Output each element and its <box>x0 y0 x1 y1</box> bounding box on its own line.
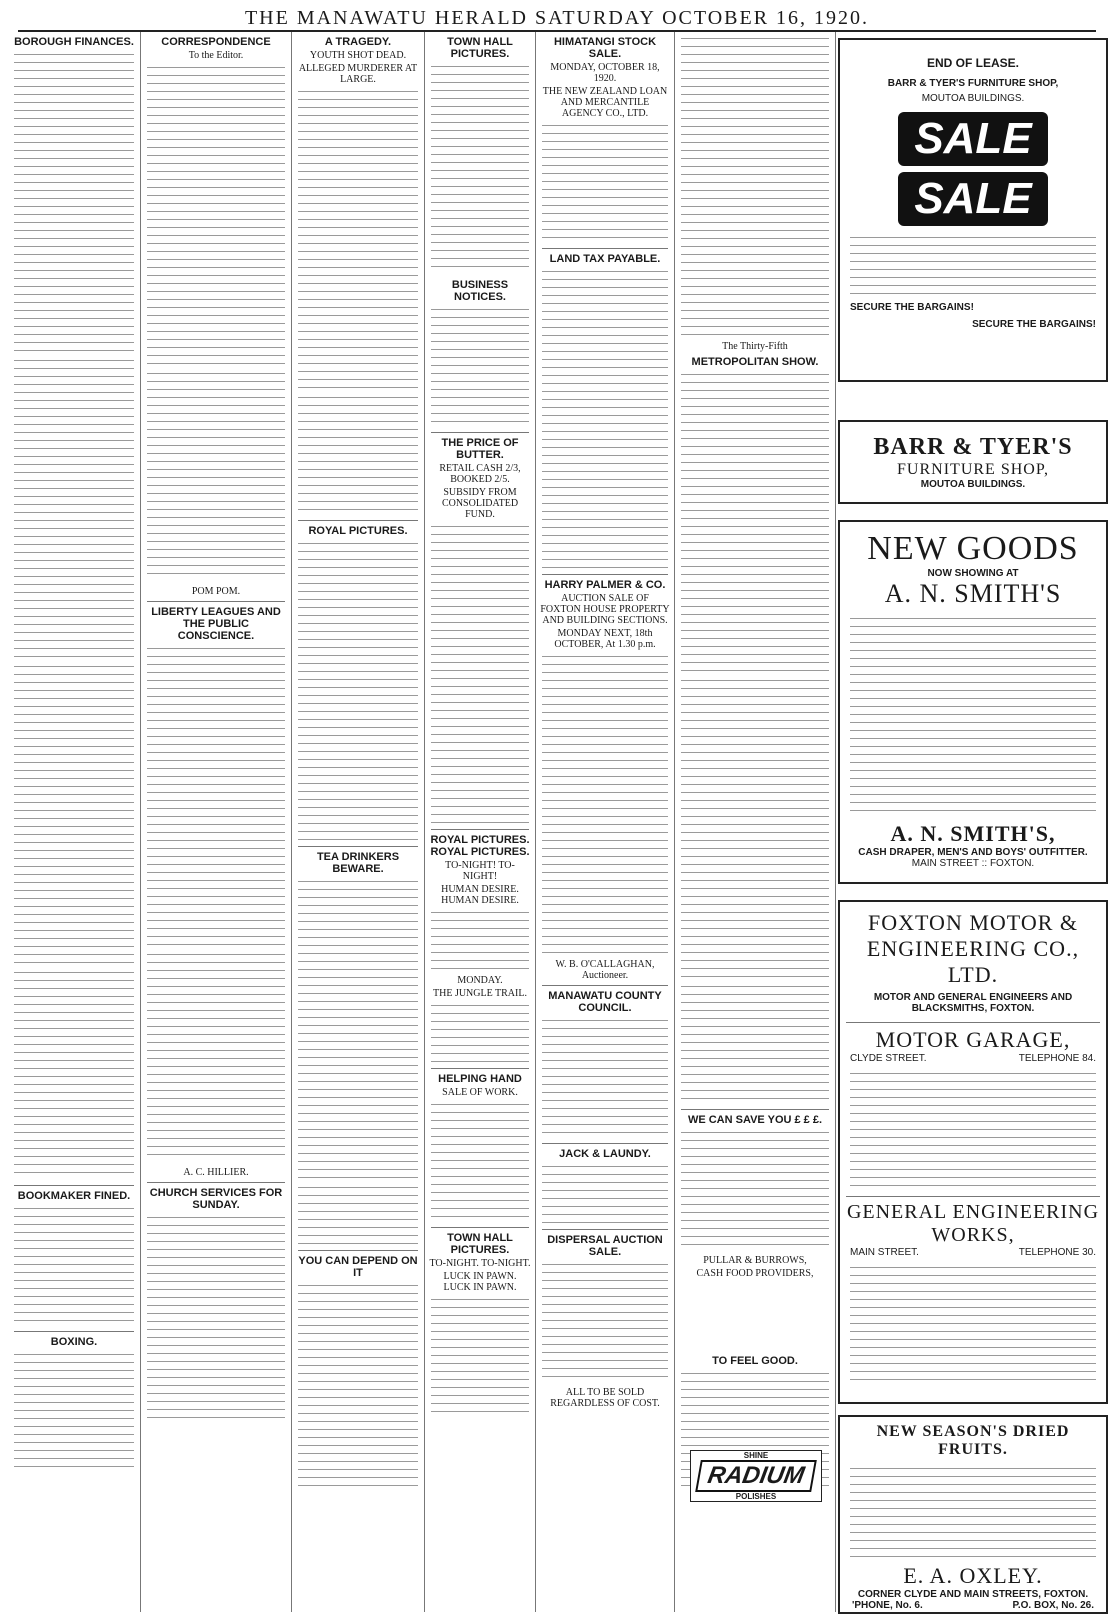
article-body <box>542 122 668 242</box>
article-body <box>147 1214 285 1424</box>
garage-phone: TELEPHONE 84. <box>1018 1053 1096 1064</box>
subheading: MONDAY. <box>457 975 503 986</box>
column-2 <box>141 32 292 1612</box>
radium-shine: SHINE <box>743 1451 769 1460</box>
column-5 <box>536 32 675 1612</box>
works-title: GENERAL ENGINEERING WORKS, <box>846 1201 1100 1246</box>
column-6 <box>675 32 836 1612</box>
article-body <box>542 268 668 568</box>
classified-ads <box>681 983 829 1103</box>
oxley-box: P.O. BOX, No. 26. <box>1012 1600 1094 1611</box>
divider <box>542 248 668 249</box>
article-body <box>431 1101 529 1221</box>
heading-dispersal-sale: DISPERSAL AUCTION SALE. <box>547 1234 663 1258</box>
article-body <box>431 523 529 823</box>
divider <box>846 1196 1100 1197</box>
subheading: RETAIL CASH 2/3, BOOKED 2/5. <box>439 463 521 485</box>
bargains-line-2: SECURE THE BARGAINS! <box>972 319 1096 330</box>
subheading: SUBSIDY FROM CONSOLIDATED FUND. <box>441 487 519 520</box>
motor-sub: MOTOR AND GENERAL ENGINEERS AND BLACKSMITHS, FOXTON. <box>873 992 1073 1014</box>
divider <box>298 846 418 847</box>
subheading: To the Editor. <box>188 50 244 61</box>
heading-to-feel-good: TO FEEL GOOD. <box>712 1355 798 1367</box>
signature: POM POM. <box>191 586 241 597</box>
divider <box>681 1109 829 1110</box>
article-body <box>14 1351 134 1471</box>
barr-sub: FURNITURE SHOP, <box>897 461 1049 478</box>
radium-polishes-ad <box>690 1450 822 1502</box>
barr-name: BARR & TYER'S <box>873 434 1073 460</box>
smith-sub: CASH DRAPER, MEN'S AND BOYS' OUTFITTER. <box>858 847 1088 858</box>
subheading: AUCTION SALE OF FOXTON HOUSE PROPERTY AND BUILDING SECTIONS. <box>540 593 670 626</box>
divider <box>14 1185 134 1186</box>
heading-land-tax: LAND TAX PAYABLE. <box>549 253 661 265</box>
heading-business-notices: BUSINESS NOTICES. <box>451 279 509 303</box>
divider <box>431 829 529 830</box>
masthead <box>18 6 1096 32</box>
fruits-list <box>850 1465 1096 1557</box>
article-body <box>431 1296 529 1416</box>
divider <box>542 985 668 986</box>
lease-place: MOUTOA BUILDINGS. <box>921 93 1025 104</box>
firm-description: CASH FOOD PROVIDERS, <box>696 1268 814 1279</box>
radium-polishes: POLISHES <box>735 1492 777 1501</box>
oxley-name: E. A. OXLEY. <box>903 1563 1043 1588</box>
divider <box>542 1229 668 1230</box>
article-body <box>147 951 285 1161</box>
heading-harry-palmer: HARRY PALMER & CO. <box>544 579 666 591</box>
article-body <box>298 878 418 1178</box>
article-body <box>14 969 134 1179</box>
radium-logo: RADIUM <box>695 1460 817 1492</box>
heading-price-of-butter: THE PRICE OF BUTTER. <box>441 437 519 461</box>
subheading: THE JUNGLE TRAIL. <box>433 988 527 999</box>
divider <box>431 432 529 433</box>
article-body <box>542 1261 668 1381</box>
divider <box>298 520 418 521</box>
article-body <box>14 663 134 963</box>
firm-name: PULLAR & BURROWS, <box>703 1255 807 1266</box>
smith-name: A. N. SMITH'S, <box>890 821 1056 846</box>
subheading: ALLEGED MURDERER AT LARGE. <box>298 63 418 85</box>
lease-firm: BARR & TYER'S FURNITURE SHOP, <box>887 78 1059 89</box>
sale-logo-2: SALE <box>898 172 1047 226</box>
garage-street: CLYDE STREET. <box>850 1053 927 1064</box>
article-body <box>542 653 668 953</box>
subheading: LUCK IN PAWN. LUCK IN PAWN. <box>443 1271 517 1293</box>
heading-town-hall-pictures: TOWN HALL PICTURES. <box>447 36 513 60</box>
subheading: TO-NIGHT. TO-NIGHT. <box>429 1258 531 1269</box>
subheading: HUMAN DESIRE. HUMAN DESIRE. <box>441 884 519 906</box>
heading-royal-pictures-ad: ROYAL PICTURES. ROYAL PICTURES. <box>430 834 530 858</box>
article-body <box>431 306 529 426</box>
divider <box>846 1022 1100 1023</box>
article-body <box>14 1205 134 1325</box>
goods-list <box>850 615 1096 815</box>
dried-fruits-ad <box>838 1415 1108 1614</box>
barr-place: MOUTOA BUILDINGS. <box>920 479 1026 490</box>
divider <box>147 1182 285 1183</box>
heading-himatangi-stock-sale: HIMATANGI STOCK SALE. <box>553 36 657 60</box>
lease-body <box>850 234 1096 294</box>
heading-boxing: BOXING. <box>50 1336 98 1348</box>
new-goods-ad <box>838 520 1108 884</box>
column-1 <box>8 32 141 1612</box>
masthead-title: THE MANAWATU HERALD SATURDAY OCTOBER 16, 1920. <box>244 7 870 29</box>
end-of-lease-ad <box>838 38 1108 382</box>
divider <box>431 1068 529 1069</box>
article-body <box>14 51 134 351</box>
heading-county-council: MANAWATU COUNTY COUNCIL. <box>548 990 662 1014</box>
heading-correspondence: CORRESPONDENCE <box>161 36 271 48</box>
signature: A. C. HILLIER. <box>183 1167 249 1178</box>
lease-title: END OF LEASE. <box>926 56 1019 70</box>
heading-royal-pictures: ROYAL PICTURES. <box>308 525 408 537</box>
subheading: YOUTH SHOT DEAD. <box>309 50 407 61</box>
works-street: MAIN STREET. <box>850 1247 919 1258</box>
article-body <box>542 1163 668 1223</box>
works-body <box>850 1264 1096 1384</box>
classified-ads <box>681 677 829 977</box>
article-body <box>431 909 529 969</box>
divider <box>298 1250 418 1251</box>
subheading: MONDAY NEXT, 18th OCTOBER, At 1.30 p.m. <box>554 628 656 650</box>
goods-sub: NOW SHOWING AT <box>927 568 1019 579</box>
garage-body <box>850 1070 1096 1190</box>
article-body <box>298 88 418 388</box>
article-body <box>147 645 285 945</box>
heading-bookmaker-fined: BOOKMAKER FINED. <box>17 1190 131 1202</box>
heading-town-hall-pictures-2: TOWN HALL PICTURES. <box>447 1232 513 1256</box>
divider <box>14 1331 134 1332</box>
article-body <box>298 1282 418 1492</box>
heading-liberty-leagues: LIBERTY LEAGUES AND THE PUBLIC CONSCIENCE. <box>151 606 281 642</box>
goods-title: NEW GOODS <box>867 530 1079 567</box>
column-4 <box>425 32 536 1612</box>
heading-helping-hand: HELPING HAND <box>438 1073 522 1085</box>
article-body <box>431 63 529 273</box>
sale-logo-1: SALE <box>898 112 1047 166</box>
classified-ads <box>681 35 829 335</box>
column-3 <box>292 32 425 1612</box>
article-body <box>542 1017 668 1137</box>
subheading: MONDAY, OCTOBER 18, 1920. <box>550 62 660 84</box>
works-phone: TELEPHONE 30. <box>1018 1247 1096 1258</box>
article-body <box>298 394 418 514</box>
divider <box>542 574 668 575</box>
divider <box>431 1227 529 1228</box>
heading-depend-on-it: YOU CAN DEPEND ON IT <box>298 1255 418 1279</box>
barr-tyer-ad <box>838 420 1108 504</box>
signature: W. B. O'CALLAGHAN, Auctioneer. <box>555 959 655 981</box>
subheading: THE NEW ZEALAND LOAN AND MERCANTILE AGENCY CO., LTD. <box>542 86 668 119</box>
fruits-title: NEW SEASON'S DRIED FRUITS. <box>876 1423 1070 1458</box>
heading-borough-finances: BOROUGH FINANCES. <box>14 36 134 48</box>
goods-firm: A. N. SMITH'S <box>884 579 1062 608</box>
garage-title: MOTOR GARAGE, <box>875 1027 1071 1052</box>
divider <box>542 1143 668 1144</box>
oxley-address: CORNER CLYDE AND MAIN STREETS, FOXTON. <box>857 1589 1089 1600</box>
subheading: SALE OF WORK. <box>442 1087 518 1098</box>
heading-a-tragedy: A TRAGEDY. <box>324 36 392 48</box>
heading-jack-laundy: JACK & LAUNDY. <box>559 1148 651 1160</box>
subheading: The Thirty-Fifth <box>722 341 788 352</box>
article-body <box>147 370 285 580</box>
heading-we-can-save-you: WE CAN SAVE YOU £ £ £. <box>687 1114 823 1126</box>
article-body <box>298 540 418 840</box>
oxley-phone: 'PHONE, No. 6. <box>852 1600 923 1611</box>
motor-title: FOXTON MOTOR & ENGINEERING CO., LTD. <box>866 910 1080 987</box>
smith-place: MAIN STREET :: FOXTON. <box>911 858 1035 869</box>
heading-tea-drinkers: TEA DRINKERS BEWARE. <box>316 851 400 875</box>
divider <box>147 601 285 602</box>
article-body <box>681 1129 829 1249</box>
heading-metropolitan-show: METROPOLITAN SHOW. <box>691 356 819 368</box>
article-body <box>14 357 134 657</box>
subheading: TO-NIGHT! TO-NIGHT! <box>445 860 515 882</box>
article-body <box>431 1002 529 1062</box>
article-body <box>298 1184 418 1244</box>
classified-ads <box>681 371 829 671</box>
footer-note: ALL TO BE SOLD REGARDLESS OF COST. <box>550 1387 660 1409</box>
article-body <box>147 64 285 364</box>
foxton-motor-ad <box>838 900 1108 1404</box>
heading-church-services: CHURCH SERVICES FOR SUNDAY. <box>149 1187 283 1211</box>
radium-ad-space <box>675 1281 835 1351</box>
bargains-line-1: SECURE THE BARGAINS! <box>850 302 974 313</box>
